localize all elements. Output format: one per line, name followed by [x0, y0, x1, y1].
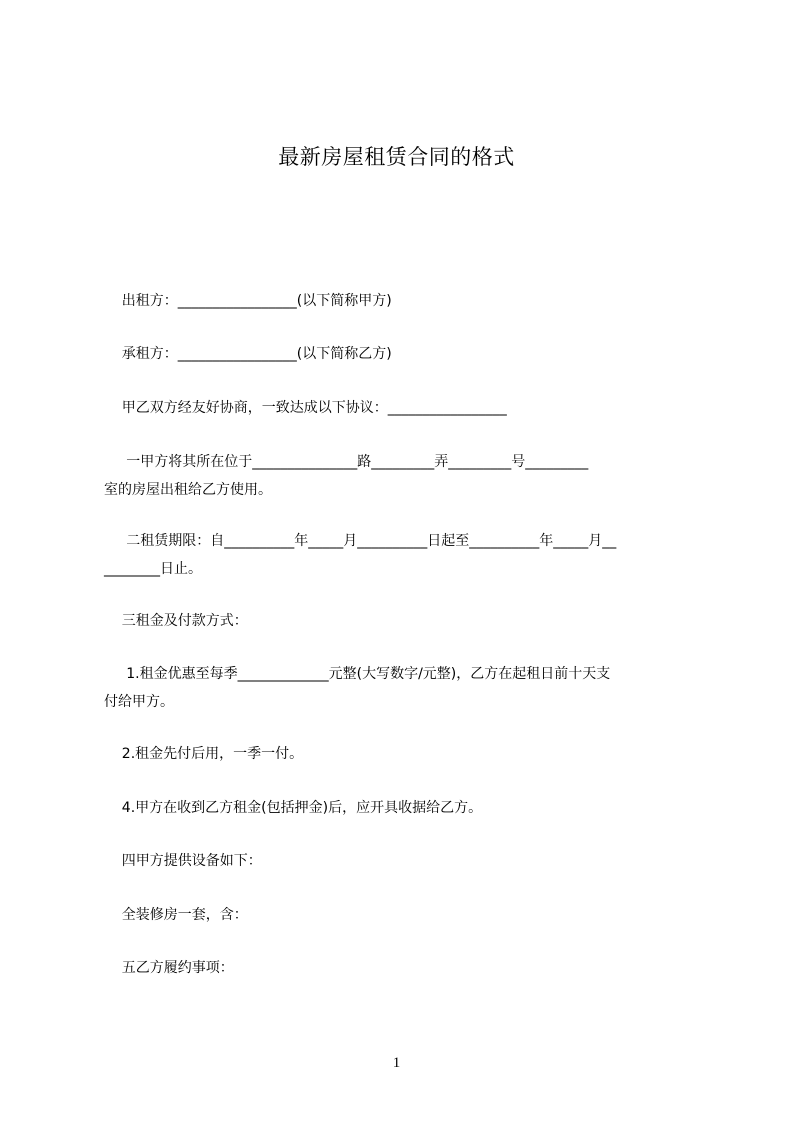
page-number: 1	[392, 1055, 401, 1071]
paragraph-lessee: 承租方：_________________(以下简称乙方)	[104, 346, 392, 362]
paragraph-clause-4: 四甲方提供设备如下：	[104, 853, 262, 869]
paragraph-clause-3: 三租金及付款方式：	[104, 613, 248, 629]
paragraph-clause-5: 五乙方履约事项：	[104, 960, 234, 976]
paragraph-agreement: 甲乙双方经友好协商，一致达成以下协议：_________________	[104, 400, 507, 416]
paragraph-clause-3-1-line1: 1.租金优惠至每季_____________元整(大写数字/元整)，乙方在起租日前十天支	[104, 666, 611, 682]
paragraph-equipment: 全装修房一套，含：	[104, 907, 248, 923]
paragraph-lessor: 出租方：_________________(以下简称甲方)	[104, 293, 392, 309]
paragraph-clause-1-line1: 一甲方将其所在位于_______________路_________弄_________号_________	[104, 454, 589, 470]
paragraph-clause-3-2: 2.租金先付后用，一季一付。	[104, 746, 304, 762]
paragraph-clause-3-1-line2: 付给甲方。	[104, 694, 174, 710]
paragraph-clause-2-line2: ________日止。	[104, 561, 202, 577]
document-title: 最新房屋租赁合同的格式	[278, 145, 515, 169]
paragraph-clause-1-line2: 室的房屋出租给乙方使用。	[104, 482, 272, 498]
paragraph-clause-2-line1: 二租赁期限：自__________年_____月__________日起至__________年_____月__	[104, 533, 617, 549]
paragraph-clause-3-4: 4.甲方在收到乙方租金(包括押金)后，应开具收据给乙方。	[104, 800, 483, 816]
